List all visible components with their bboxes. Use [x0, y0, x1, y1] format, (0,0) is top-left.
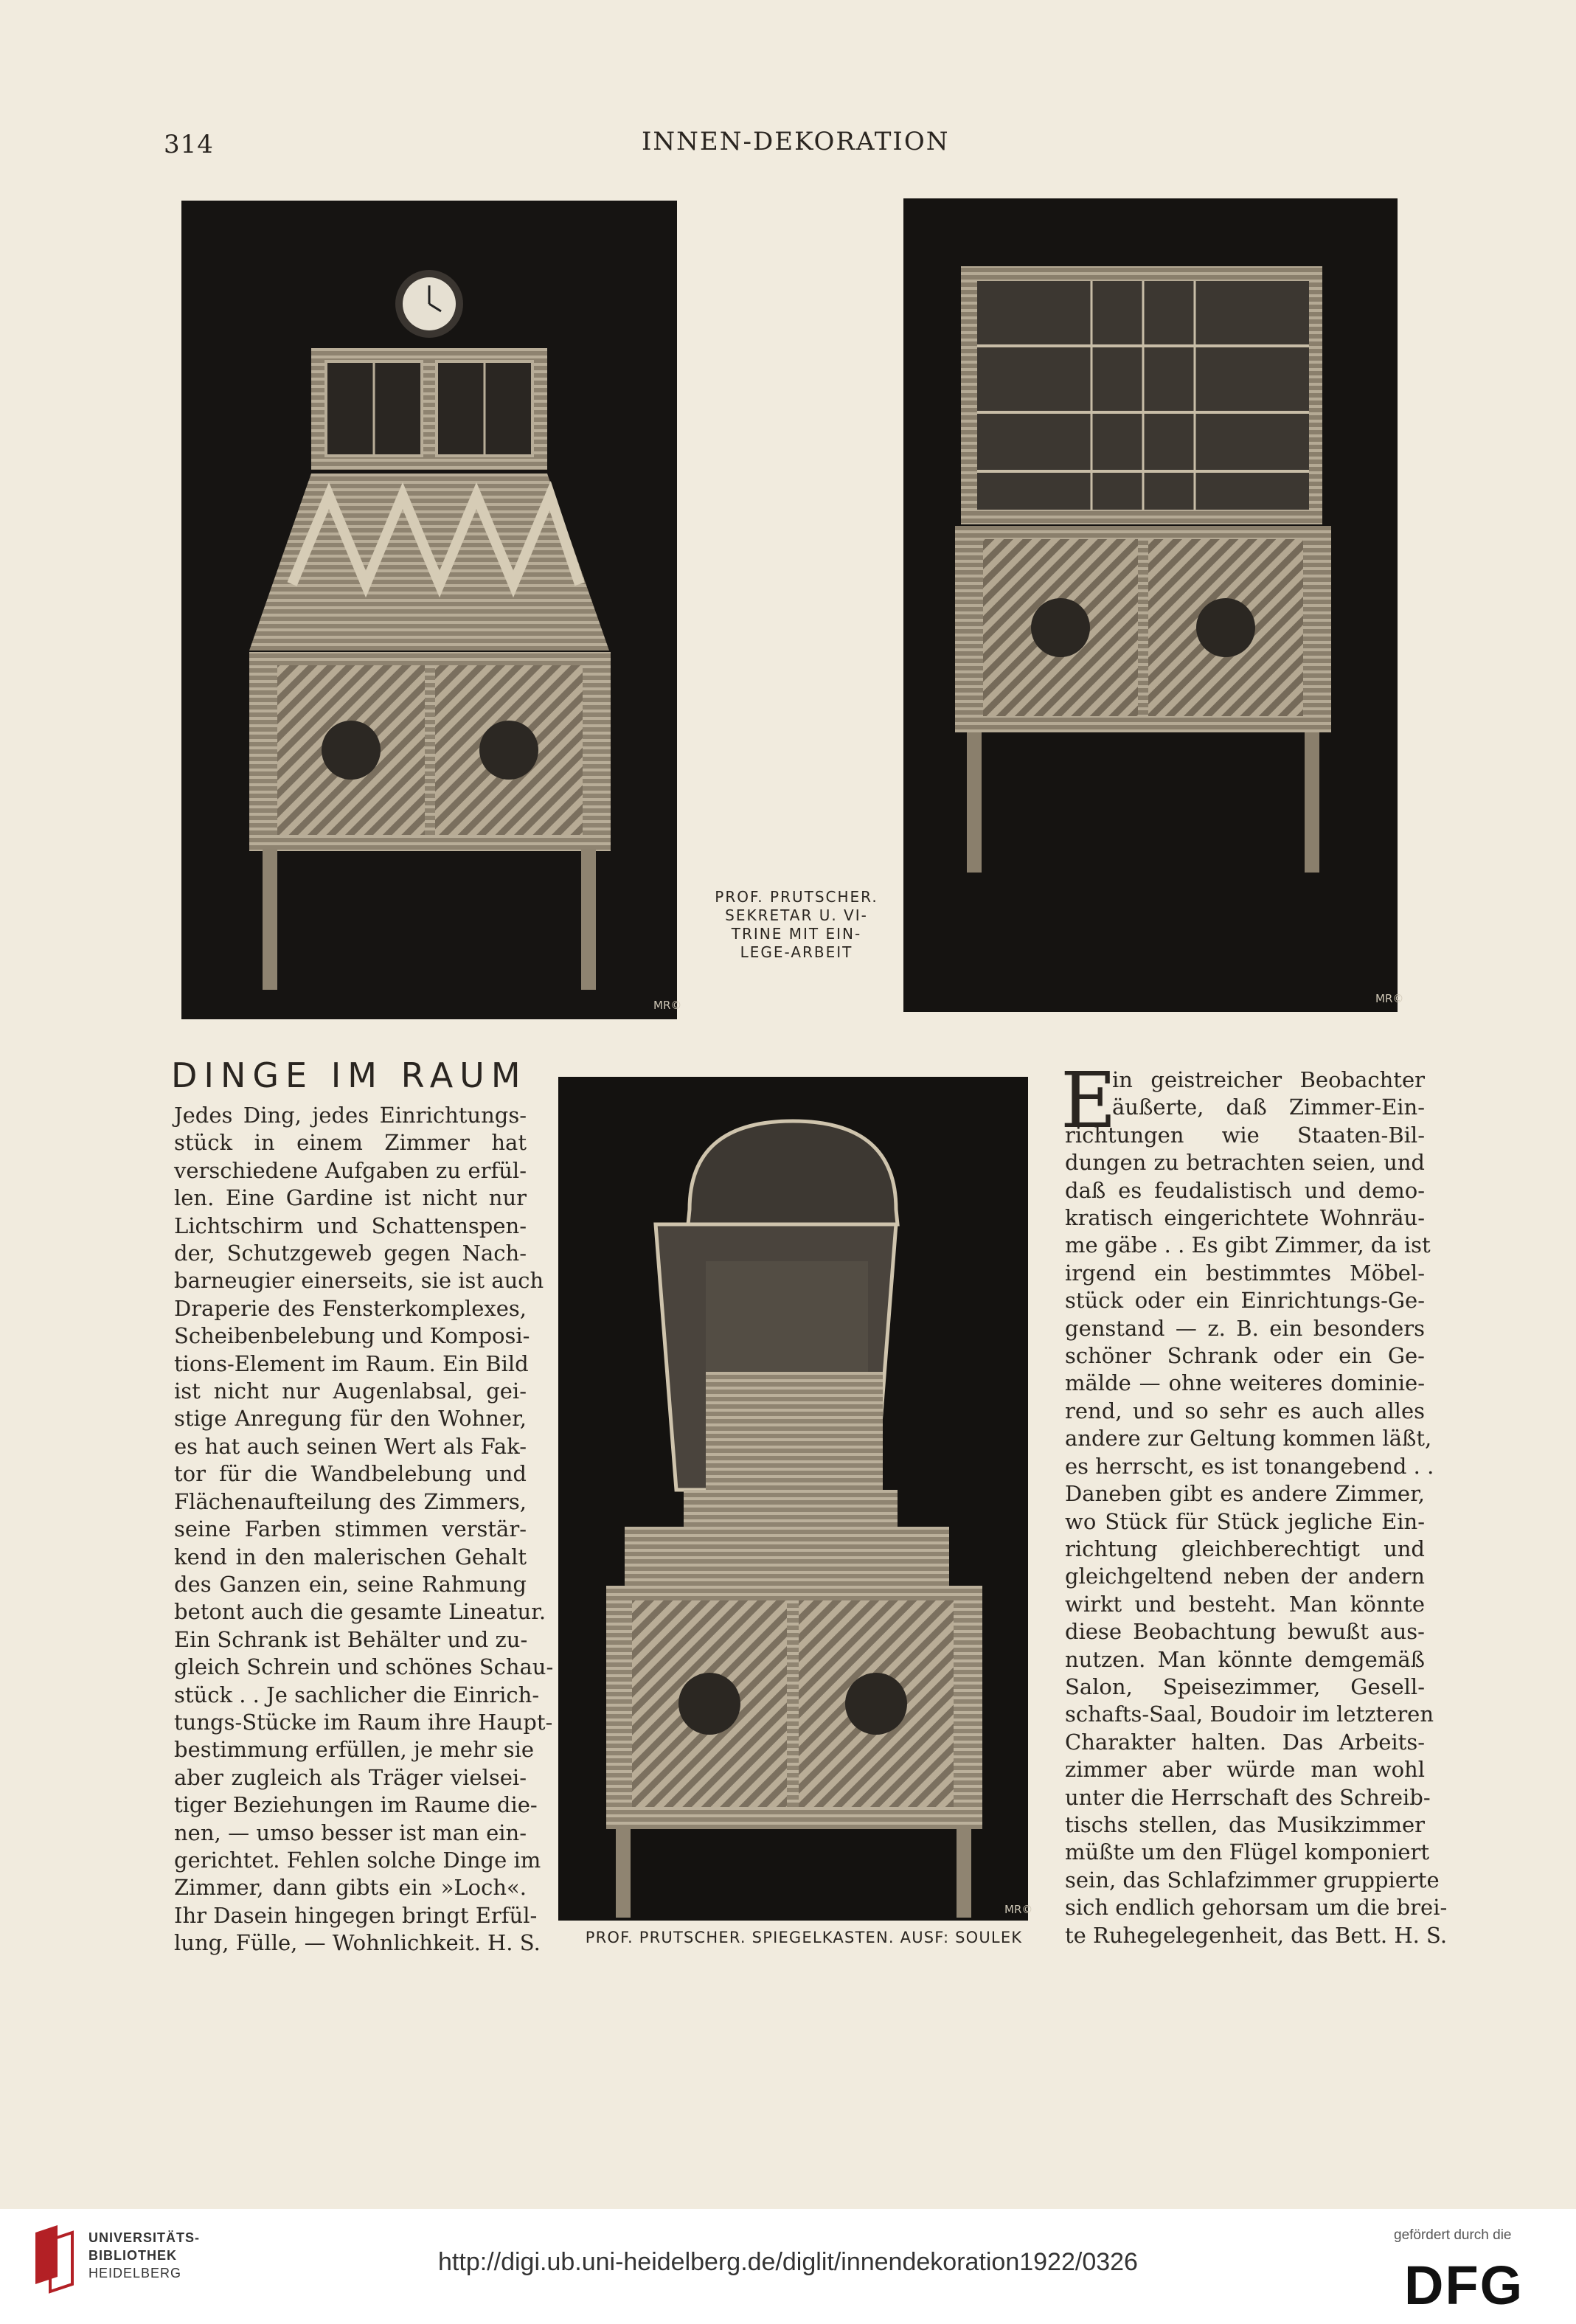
library-name-line: HEIDELBERG	[88, 2266, 182, 2280]
text-line: Zimmer, dann gibts ein »Loch«.	[174, 1875, 527, 1901]
text-line: wirkt und besteht. Man könnte	[1065, 1591, 1425, 1617]
photo-secretary-cabinet	[181, 201, 682, 1019]
text-line: nen, — umso besser ist man ein-	[174, 1820, 527, 1845]
text-line: Daneben gibt es andere Zimmer,	[1065, 1481, 1425, 1507]
text-line: seine Farben stimmen verstär-	[174, 1516, 527, 1542]
text-line: genstand — z. B. ein besonders	[1065, 1315, 1425, 1341]
library-name-line: UNIVERSITÄTS-	[88, 2230, 201, 2245]
caption-line: SEKRETAR U. VI-	[725, 906, 868, 924]
text-line: ist nicht nur Augenlabsal, gei-	[174, 1378, 527, 1404]
funded-by-label: gefördert durch die	[1394, 2227, 1512, 2243]
mirror-cabinet-illustration	[558, 1077, 1033, 1921]
text-line: Lichtschirm und Schattenspen-	[174, 1213, 527, 1238]
text-line: tiger Beziehungen im Raume die-	[174, 1792, 538, 1818]
text-line: dungen zu betrachten seien, und	[1065, 1150, 1425, 1176]
text-line: stück oder ein Einrichtungs-Ge-	[1065, 1288, 1425, 1314]
text-line: der, Schutzgeweb gegen Nach-	[174, 1241, 527, 1266]
text-line: kend in den malerischen Gehalt	[174, 1544, 527, 1569]
caption-line: TRINE MIT EIN-	[731, 925, 862, 943]
text-line: sich endlich gehorsam um die brei-	[1065, 1895, 1448, 1921]
text-line: zimmer aber würde man wohl	[1065, 1757, 1425, 1783]
text-line: stück . . Je sachlicher die Einrich-	[174, 1682, 540, 1707]
caption-line: LEGE-ARBEIT	[740, 943, 853, 961]
text-line: diese Beobachtung bewußt aus-	[1065, 1619, 1425, 1645]
text-line: verschiedene Aufgaben zu erfül-	[174, 1157, 527, 1183]
text-line: stück in einem Zimmer hat	[174, 1130, 527, 1156]
caption-line: PROF. PRUTSCHER.	[715, 888, 878, 906]
text-line: rend, und so sehr es auch alles	[1065, 1398, 1425, 1423]
text-line: betont auch die gesamte Lineatur.	[174, 1599, 546, 1625]
text-line: Scheibenbelebung und Komposi-	[174, 1323, 530, 1349]
text-line: wo Stück für Stück jegliche Ein-	[1065, 1508, 1425, 1534]
library-name-line: BIBLIOTHEK	[88, 2248, 177, 2263]
text-line: in geistreicher Beobachter	[1112, 1067, 1425, 1092]
caption-mirror-cabinet: PROF. PRUTSCHER. SPIEGELKASTEN. AUSF: SOULEK	[585, 1929, 1023, 1946]
caption-secretary-vitrine	[701, 888, 892, 962]
dfg-logo: DFG	[1404, 2255, 1524, 2316]
text-line: nutzen. Man könnte demgemäß	[1065, 1646, 1425, 1672]
text-line: lung, Fülle, — Wohnlichkeit. H. S.	[174, 1930, 541, 1956]
text-line: daß es feudalistisch und demo-	[1065, 1177, 1425, 1203]
monogram-1: MR©	[653, 999, 682, 1012]
text-line: gerichtet. Fehlen solche Dinge im	[174, 1847, 541, 1873]
photo-mirror-cabinet	[558, 1077, 1033, 1921]
text-line: Salon, Speisezimmer, Gesell-	[1065, 1673, 1425, 1699]
text-line: Jedes Ding, jedes Einrichtungs-	[174, 1103, 527, 1128]
photo-vitrine	[903, 198, 1404, 1012]
text-line: mälde — ohne weiteres dominie-	[1065, 1370, 1425, 1396]
text-line: me gäbe . . Es gibt Zimmer, da ist	[1065, 1232, 1431, 1258]
text-line: tungs-Stücke im Raum ihre Haupt-	[174, 1709, 553, 1735]
text-line: gleichgeltend neben der andern	[1065, 1564, 1425, 1589]
text-line: bestimmung erfüllen, je mehr sie	[174, 1737, 535, 1763]
secretary-cabinet-illustration	[181, 201, 682, 1019]
text-line: gleich Schrein und schönes Schau-	[174, 1654, 554, 1680]
article-left-column	[174, 1102, 554, 1957]
drop-cap: E	[1060, 1055, 1117, 1145]
text-line: tions-Element im Raum. Ein Bild	[174, 1350, 529, 1376]
text-line: schöner Schrank oder ein Ge-	[1065, 1343, 1425, 1369]
text-line: Draperie des Fensterkomplexes,	[174, 1295, 527, 1321]
monogram-3: MR©	[1004, 1903, 1033, 1916]
text-line: barneugier einerseits, sie ist auch	[174, 1268, 544, 1294]
text-line: des Ganzen ein, seine Rahmung	[174, 1571, 527, 1597]
source-url-link[interactable]: http://digi.ub.uni-heidelberg.de/diglit/innendekoration1922/0326	[438, 2248, 1138, 2276]
text-line: richtungen wie Staaten-Bil-	[1065, 1122, 1425, 1148]
text-line: es hat auch seinen Wert als Fak-	[174, 1433, 527, 1459]
text-line: Ein Schrank ist Behälter und zu-	[174, 1626, 528, 1652]
text-line: tor für die Wandbelebung und	[174, 1461, 527, 1487]
text-line: tischs stellen, das Musikzimmer	[1065, 1811, 1425, 1837]
text-line: sein, das Schlafzimmer gruppierte	[1065, 1867, 1440, 1893]
text-line: Charakter halten. Das Arbeits-	[1065, 1729, 1425, 1755]
text-line: kratisch eingerichtete Wohnräu-	[1065, 1205, 1425, 1231]
text-line: es herrscht, es ist tonangebend . .	[1065, 1453, 1434, 1479]
page-number: 314	[164, 130, 214, 159]
text-line: irgend ein bestimmtes Möbel-	[1065, 1260, 1425, 1286]
article-right-column	[1060, 1055, 1448, 1949]
vitrine-illustration	[903, 198, 1404, 1012]
text-line: unter die Herrschaft des Schreib-	[1065, 1784, 1431, 1810]
monogram-2: MR©	[1375, 992, 1404, 1005]
text-line: andere zur Geltung kommen läßt,	[1065, 1426, 1432, 1451]
running-head: INNEN-DEKORATION	[642, 127, 950, 156]
text-line: äußerte, daß Zimmer-Ein-	[1112, 1095, 1425, 1120]
text-line: Ihr Dasein hingegen bringt Erfül-	[174, 1902, 538, 1928]
text-line: Flächenaufteilung des Zimmers,	[174, 1488, 527, 1514]
text-line: aber zugleich als Träger vielsei-	[174, 1764, 527, 1790]
text-line: te Ruhegelegenheit, das Bett. H. S.	[1065, 1922, 1448, 1948]
text-line: müßte um den Flügel komponiert	[1065, 1839, 1430, 1865]
section-title: DINGE IM RAUM	[171, 1055, 527, 1095]
text-line: schafts-Saal, Boudoir im letzteren	[1065, 1702, 1434, 1727]
text-line: len. Eine Gardine ist nicht nur	[174, 1185, 527, 1211]
text-line: stige Anregung für den Wohner,	[174, 1406, 527, 1432]
text-line: richtung gleichberechtigt und	[1065, 1536, 1425, 1561]
